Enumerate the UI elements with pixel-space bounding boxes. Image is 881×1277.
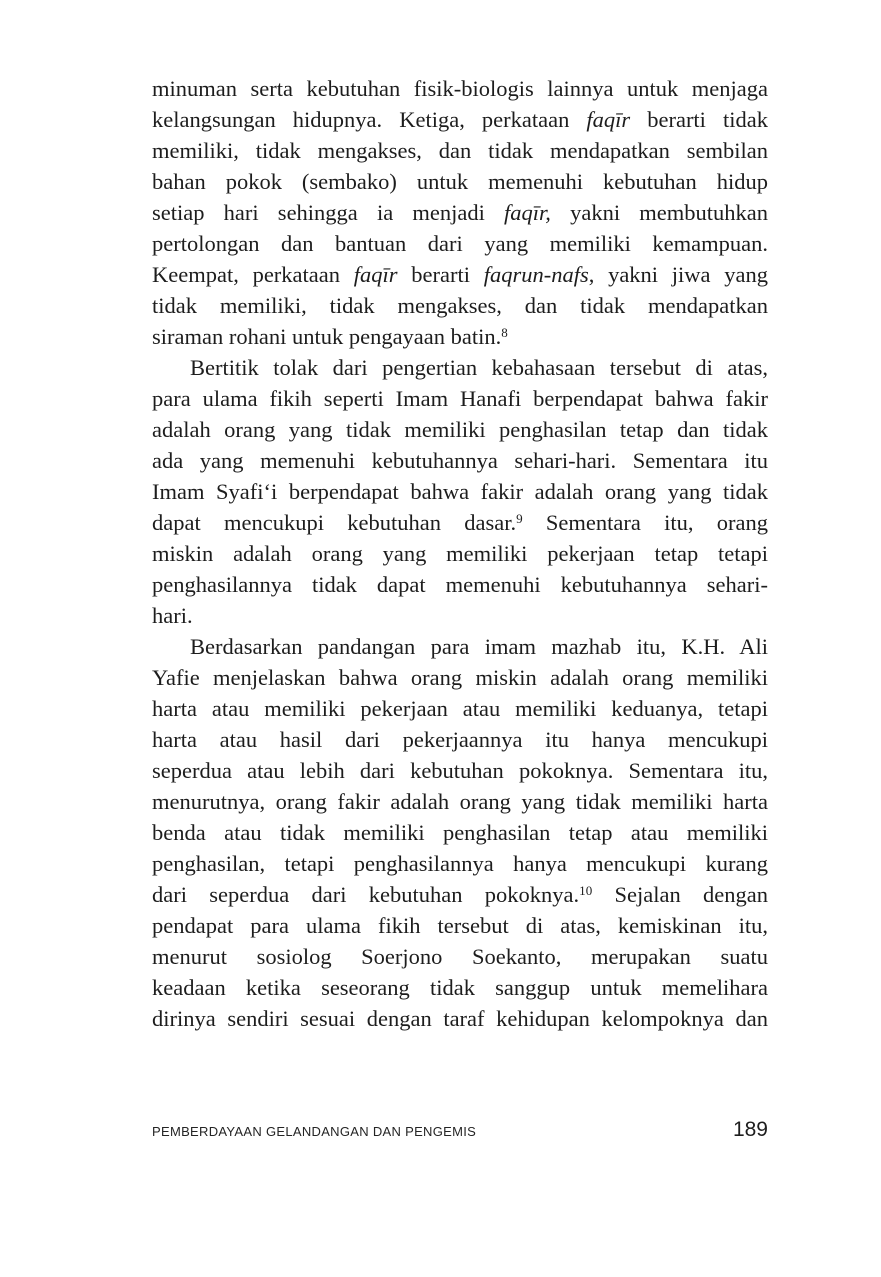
text-line: dirinya sendiri sesuai dengan taraf kehidupan kelompoknya dan (152, 1006, 768, 1031)
text-line: adalah orang yang tidak memiliki penghasilan tetap dan tidak (152, 417, 768, 442)
page-number: 189 (732, 1118, 768, 1141)
text-line: memiliki, tidak mengakses, dan tidak mendapatkan sembilan (152, 138, 768, 163)
text-line: keadaan ketika seseorang tidak sanggup untuk memelihara (152, 975, 768, 1000)
text-line: setiap hari sehingga ia menjadi faqīr, yakni membutuhkan (152, 200, 768, 225)
text-line: pendapat para ulama fikih tersebut di atas, kemiskinan itu, (152, 913, 768, 938)
text-line: harta atau memiliki pekerjaan atau memiliki keduanya, tetapi (152, 696, 768, 721)
text-line: dapat mencukupi kebutuhan dasar.$^9$ Sementara itu, orang (152, 510, 768, 535)
text-line: menurutnya, orang fakir adalah orang yang tidak memiliki harta (152, 789, 768, 814)
text-line: Yafie menjelaskan bahwa orang miskin adalah orang memiliki (152, 665, 768, 690)
paragraph (152, 352, 768, 631)
text-line: kelangsungan hidupnya. Ketiga, perkataan faqīr berarti tidak (152, 107, 768, 132)
text-line: seperdua atau lebih dari kebutuhan pokoknya. Sementara itu, (152, 758, 768, 783)
text-line: benda atau tidak memiliki penghasilan tetap atau memiliki (152, 820, 768, 845)
text-line: Berdasarkan pandangan para imam mazhab itu, K.H. Ali (190, 634, 768, 659)
text-line: siraman rohani untuk pengayaan batin.$^8$ (152, 324, 508, 349)
page-footer (152, 1118, 768, 1142)
body-text (152, 73, 768, 1034)
text-line: penghasilannya tidak dapat memenuhi kebutuhannya sehari- (152, 572, 768, 597)
text-line: dari seperdua dari kebutuhan pokoknya.$^{10}$ Sejalan dengan (152, 882, 768, 907)
text-line: harta atau hasil dari pekerjaannya itu hanya mencukupi (152, 727, 768, 752)
text-line: tidak memiliki, tidak mengakses, dan tidak mendapatkan (152, 293, 768, 318)
text-line: ada yang memenuhi kebutuhannya sehari-hari. Sementara itu (152, 448, 768, 473)
text-line: bahan pokok (sembako) untuk memenuhi kebutuhan hidup (152, 169, 768, 194)
text-line: minuman serta kebutuhan fisik-biologis lainnya untuk menjaga (152, 76, 768, 101)
text-line: miskin adalah orang yang memiliki pekerjaan tetap tetapi (152, 541, 768, 566)
text-line: menurut sosiolog Soerjono Soekanto, merupakan suatu (152, 944, 768, 969)
paragraph (152, 631, 768, 1034)
text-line: pertolongan dan bantuan dari yang memiliki kemampuan. (152, 231, 768, 256)
text-line: Imam Syafi‘i berpendapat bahwa fakir adalah orang yang tidak (152, 479, 768, 504)
paragraph (152, 73, 768, 352)
text-line: para ulama fikih seperti Imam Hanafi berpendapat bahwa fakir (152, 386, 768, 411)
text-line: penghasilan, tetapi penghasilannya hanya mencukupi kurang (152, 851, 768, 876)
text-line: Bertitik tolak dari pengertian kebahasaan tersebut di atas, (190, 355, 768, 380)
text-line: Keempat, perkataan faqīr berarti faqrun-nafs, yakni jiwa yang (152, 262, 769, 287)
text-line: hari. (152, 603, 193, 628)
running-title: PEMBERDAYAAN GELANDANGAN DAN PENGEMIS (152, 1124, 477, 1139)
